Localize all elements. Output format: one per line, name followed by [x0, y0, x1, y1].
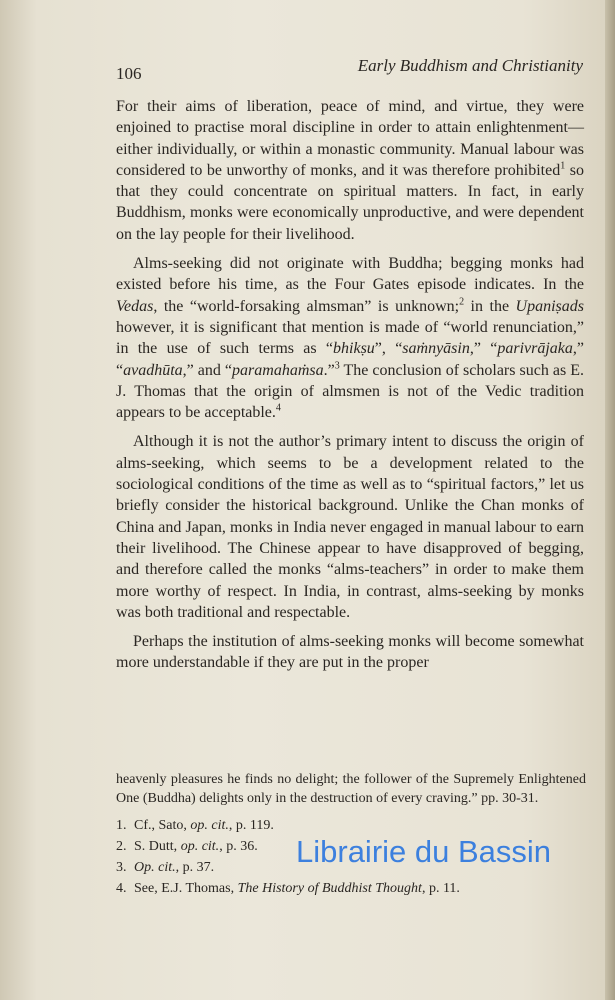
running-head: Early Buddhism and Christianity — [357, 56, 583, 75]
footnote-ref-2: 2 — [459, 296, 465, 308]
page-edge — [605, 0, 615, 1000]
footnote-item: 2. S. Dutt, op. cit., p. 36. — [116, 839, 258, 854]
body-text — [116, 96, 584, 682]
footnote-item: 1. Cf., Sato, op. cit., p. 119. — [116, 818, 274, 833]
footnote-ref-4: 4 — [275, 402, 281, 414]
footnote-continuation: heavenly pleasures he finds no delight; the follower of the Supremely Enlightened One (Buddha) delights only in the destruction of every craving.” pp. 30-31. — [116, 772, 586, 806]
paragraph-2: Alms-seeking did not originate with Buddha; begging monks had existed before his time, as the Four Gates episode indicates. In the Vedas, the “world-forsaking almsman” is unknown;$^2$ in the Upaniṣads however, it is significant that mention is made of “world renunciation,” in the use of such terms as “bhikṣu”, “saṁnyāsin,” “parivrājaka,” “avadhūta,” and “paramahaṁsa.”$^3$ The conclusion of scholars such as E. J. Thomas that the origin of almsmen is not of the Vedic tradition appears to be acceptable.$^4$ — [116, 255, 585, 422]
footnote-ref-1: 1 — [560, 160, 566, 172]
footnote-item: 4. See, E.J. Thomas, The History of Buddhist Thought, p. 11. — [116, 881, 460, 896]
page-header — [0, 0, 615, 100]
page-number: 106 — [116, 64, 142, 83]
watermark: Librairie du Bassin — [296, 834, 552, 869]
paragraph-4: Perhaps the institution of alms-seeking monks will become somewhat more understandable if they are put in the proper — [116, 633, 584, 672]
paragraph-3: Although it is not the author’s primary intent to discuss the origin of alms-seeking, which seems to be a development related to the sociological conditions of the time as well as to “spiritual factors,” let us briefly consider the historical background. Unlike the Chan monks of China and Japan, monks in India never engaged in manual labour to earn their livelihood. The Chinese appear to have disapproved of begging, and therefore called the monks “alms-teachers” in order to make them more worthy of respect. In India, in contrast, alms-seeking by monks was both traditional and respectable. — [116, 433, 584, 621]
footnote-ref-3: 3 — [334, 360, 340, 372]
paragraph-1: For their aims of liberation, peace of mind, and virtue, they were enjoined to practise moral discipline in order to attain enlightenment—either individually, or within a monastic community. Manual labour was considered to be unworthy of monks, and it was therefore prohibited$^1$ so that they could concentrate on spiritual matters. In fact, in early Buddhism, monks were economically unproductive, and were dependent on the lay people for their livelihood. — [116, 98, 584, 243]
footnote-item: 3. Op. cit., p. 37. — [116, 860, 215, 875]
